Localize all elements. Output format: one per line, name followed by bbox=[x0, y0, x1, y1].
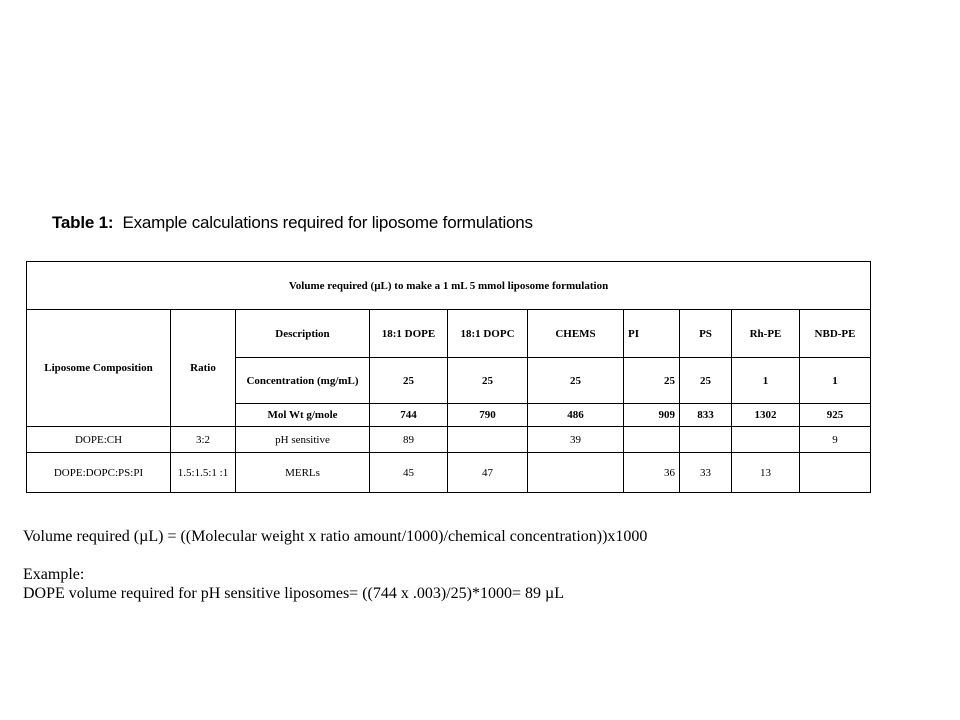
row-value: 45 bbox=[370, 453, 448, 493]
row-value: 9 bbox=[800, 427, 871, 453]
molwt-value: 790 bbox=[448, 404, 528, 427]
concentration-value: 25 bbox=[624, 358, 680, 404]
row-description: MERLs bbox=[236, 453, 370, 493]
header-ratio: Ratio bbox=[171, 310, 236, 427]
example-text: DOPE volume required for pH sensitive liposomes= ((744 x .003)/25)*1000= 89 µL bbox=[23, 585, 564, 602]
row-value bbox=[800, 453, 871, 493]
chemical-header: CHEMS bbox=[528, 310, 624, 358]
concentration-value: 1 bbox=[800, 358, 871, 404]
liposome-table bbox=[26, 261, 871, 493]
chemical-header-row bbox=[27, 310, 871, 358]
row-composition: DOPE:DOPC:PS:PI bbox=[27, 453, 171, 493]
row-ratio: 3:2 bbox=[171, 427, 236, 453]
row-value bbox=[732, 427, 800, 453]
row-ratio: 1.5:1.5:1 :1 bbox=[171, 453, 236, 493]
row-value: 13 bbox=[732, 453, 800, 493]
row-composition: DOPE:CH bbox=[27, 427, 171, 453]
molwt-value: 486 bbox=[528, 404, 624, 427]
row-description: pH sensitive bbox=[236, 427, 370, 453]
row-value: 33 bbox=[680, 453, 732, 493]
concentration-value: 25 bbox=[528, 358, 624, 404]
molwt-value: 833 bbox=[680, 404, 732, 427]
concentration-value: 1 bbox=[732, 358, 800, 404]
header-concentration: Concentration (mg/mL) bbox=[236, 358, 370, 404]
chemical-header: Rh-PE bbox=[732, 310, 800, 358]
row-value: 39 bbox=[528, 427, 624, 453]
table-row bbox=[27, 427, 871, 453]
header-composition: Liposome Composition bbox=[27, 310, 171, 427]
row-value bbox=[624, 427, 680, 453]
chemical-header: 18:1 DOPC bbox=[448, 310, 528, 358]
row-value bbox=[528, 453, 624, 493]
caption-label: Table 1: bbox=[52, 213, 114, 232]
concentration-value: 25 bbox=[680, 358, 732, 404]
chemical-header: PI bbox=[624, 310, 680, 358]
header-description: Description bbox=[236, 310, 370, 358]
row-value bbox=[680, 427, 732, 453]
molwt-value: 909 bbox=[624, 404, 680, 427]
row-value bbox=[448, 427, 528, 453]
concentration-value: 25 bbox=[370, 358, 448, 404]
notes-block bbox=[23, 527, 647, 603]
header-molwt: Mol Wt g/mole bbox=[236, 404, 370, 427]
table-caption bbox=[52, 213, 533, 233]
table-row bbox=[27, 453, 871, 493]
chemical-header: PS bbox=[680, 310, 732, 358]
chemical-header: 18:1 DOPE bbox=[370, 310, 448, 358]
caption-text: Example calculations required for liposome formulations bbox=[122, 213, 533, 232]
row-value: 36 bbox=[624, 453, 680, 493]
concentration-value: 25 bbox=[448, 358, 528, 404]
chemical-header: NBD-PE bbox=[800, 310, 871, 358]
table-title: Volume required (µL) to make a 1 mL 5 mmol liposome formulation bbox=[27, 262, 871, 310]
row-value: 47 bbox=[448, 453, 528, 493]
formula-text: Volume required (µL) = ((Molecular weight x ratio amount/1000)/chemical concentration))x1000 bbox=[23, 528, 648, 545]
molwt-value: 744 bbox=[370, 404, 448, 427]
example-label: Example: bbox=[23, 566, 85, 583]
row-value: 89 bbox=[370, 427, 448, 453]
molwt-value: 1302 bbox=[732, 404, 800, 427]
molwt-value: 925 bbox=[800, 404, 871, 427]
title-row bbox=[27, 262, 871, 310]
